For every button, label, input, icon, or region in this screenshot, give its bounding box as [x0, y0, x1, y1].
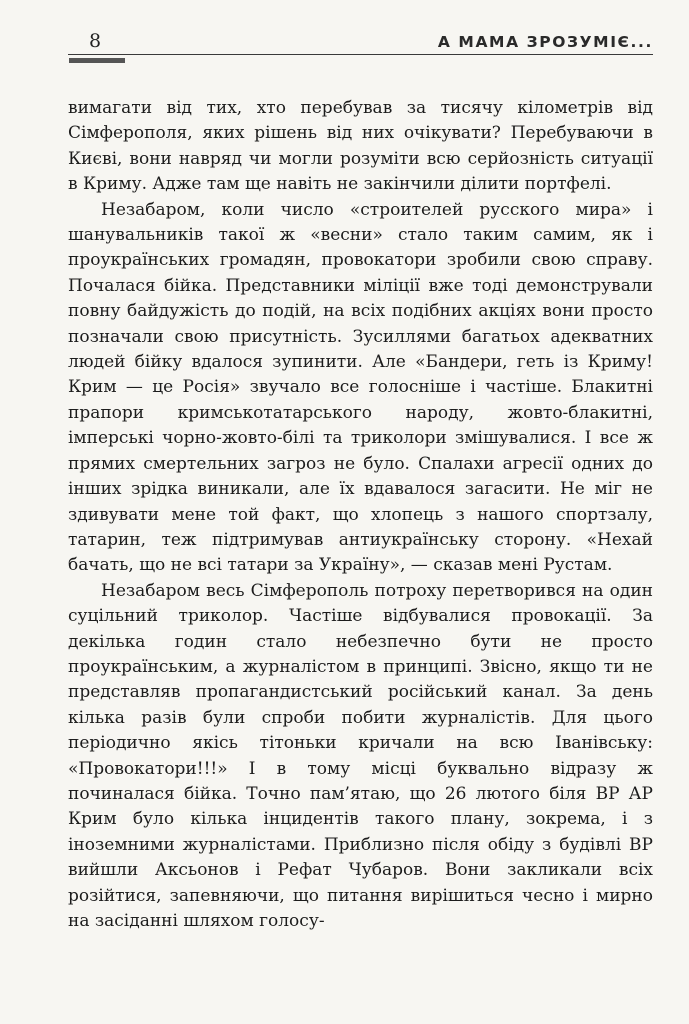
page-number: 8: [89, 30, 102, 52]
paragraph-3: Незабаром весь Сімферополь потроху перетворився на один суцільний триколор. Частіше відбувалися провокації. За декілька годин стало небезпечно бути не просто проукраїнським, а журналістом в принципі. Звісно, якщо ти не представляв пропагандистський російський канал. За день кілька разів були спроби побити журналістів. Для цього періодично якісь тітоньки кричали на всю Іванівську: «Провокатори!!!» І в тому місці буквально відразу ж починалася бійка. Точно пам’ятаю, що 26 лютого біля ВР АР Крим було кілька інцидентів такого плану, зокрема, і з іноземними журналістами. Приблизно після обіду з будівлі ВР вийшли Аксьонов і Рефат Чубаров. Вони закликали всіх розійтися, запевняючи, що питання вирішиться чесно і мирно на засіданні шляхом голосу-: [68, 580, 653, 931]
header-mark: [69, 58, 125, 63]
body-text: [68, 96, 653, 934]
running-head: А МАМА ЗРОЗУМІЄ...: [437, 33, 653, 51]
paragraph-1: вимагати від тих, хто перебував за тисячу кілометрів від Сімферополя, яких рішень від них очікувати? Перебуваючи в Києві, вони навряд чи могли розуміти всю серйозність ситуації в Криму. Адже там ще навіть не закінчили ділити портфелі.: [68, 98, 653, 195]
paragraph-2: Незабаром, коли число «строителей русского мира» і шанувальників такої ж «весни» стало таким самим, як і проукраїнських громадян, провокатори зробили свою справу. Почалася бійка. Представники міліції вже тоді демонстрували повну байдужість до подій, на всіх подібних акціях вони просто позначали свою присутність. Зусиллями багатьох адекватних людей бійку вдалося зупинити. Але «Бандери, геть із Криму! Крим — це Росія» звучало все голосніше і частіше. Блакитні прапори кримськотатарського народу, жовто-блакитні, імперські чорно-жовто-білі та триколори змішувалися. І все ж прямих смертельних загроз не було. Спалахи агресії одних до інших зрідка виникали, але їх вдавалося загасити. Не міг не здивувати мене той факт, що хлопець з нашого спортзалу, татарин, теж підтримував антиукраїнську сторону. «Нехай бачать, що не всі татари за Україну», — сказав мені Рустам.: [68, 199, 653, 576]
header-rule: [68, 54, 653, 55]
